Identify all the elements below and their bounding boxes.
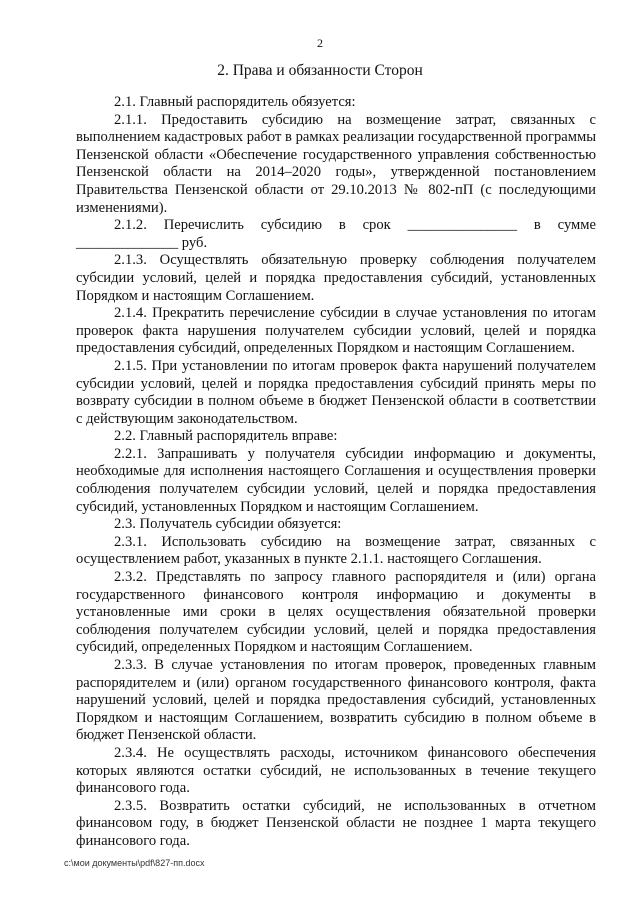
paragraph-2-3-2: 2.3.2. Представлять по запросу главного распорядителя и (или) органа государственного финансового контроля информацию и документы в установленные ими сроки в целях осуществления обязательной проверки соблюдения получателем субсидии условий, целей и порядка предоставления субсидий, определенных Порядком и настоящим Соглашением. <box>76 569 596 656</box>
paragraph-2-1-4: 2.1.4. Прекратить перечисление субсидии в случае установления по итогам проверок факта нарушения получателем субсидии условий, целей и порядка предоставления субсидий, определенных Порядком и настоящим Соглашением. <box>76 305 596 357</box>
paragraph-2-3-3: 2.3.3. В случае установления по итогам проверок, проведенных главным распорядителем и (или) органом государственного финансового контроля, факта нарушений условий, целей и порядка предоставления субсидий, установленных Порядком и настоящим Соглашением, возвратить субсидию в полном объеме в бюджет Пензенской области. <box>76 657 596 744</box>
paragraph-2-2: 2.2. Главный распорядитель вправе: <box>114 428 338 445</box>
paragraph-2-1-5: 2.1.5. При установлении по итогам проверок факта нарушений получателем субсидии условий, целей и порядка предоставления субсидий принять меры по возврату субсидии в полном объеме в бюджет Пензенской области в соответствии с действующим законодательством. <box>76 357 596 427</box>
paragraph-2-3-1: 2.3.1. Использовать субсидию на возмещение затрат, связанных с осуществлением работ, указанных в пункте 2.1.1. настоящего Соглашения. <box>76 533 596 568</box>
paragraph-2-1-1: 2.1.1. Предоставить субсидию на возмещение затрат, связанных с выполнением кадастровых работ в рамках реализации государственной программы Пензенской области «Обеспечение государственного управления собственностью Пензенской области на 2014–2020 годы», утвержденной постановлением Правительства Пензенской области от 29.10.2013 № 802-пП (с последующими изменениями). <box>76 111 596 216</box>
paragraph-2-1-3: 2.1.3. Осуществлять обязательную проверку соблюдения получателем субсидии условий, целей и порядка предоставления субсидий, установленных Порядком и настоящим Соглашением. <box>76 252 596 304</box>
paragraph-2-1-2: 2.1.2. Перечислить субсидию в срок _______________ в сумме ______________ руб. <box>76 217 596 251</box>
section-title: 2. Права и обязанности Сторон <box>217 62 423 79</box>
paragraph-2-1: 2.1. Главный распорядитель обязуется: <box>114 94 356 110</box>
paragraph-2-3: 2.3. Получатель субсидии обязуется: <box>114 516 342 533</box>
paragraph-2-3-4: 2.3.4. Не осуществлять расходы, источником финансового обеспечения которых являются остатки субсидий, не использованных в течение текущего финансового года. <box>76 744 596 797</box>
document-body <box>76 94 596 851</box>
footer-file-path: c:\мои документы\pdf\827-пп.docx <box>64 858 205 868</box>
page-number: 2 <box>317 36 323 50</box>
paragraph-2-3-5: 2.3.5. Возвратить остатки субсидий, не использованных в отчетном финансовом году, в бюджет Пензенской области не позднее 1 марта текущего финансового года. <box>76 797 596 849</box>
paragraph-2-2-1: 2.2.1. Запрашивать у получателя субсидии информацию и документы, необходимые для исполнения настоящего Соглашения и осуществления проверки соблюдения получателем субсидии условий, целей и порядка предоставления субсидий, установленных Порядком и настоящим Соглашением. <box>76 445 596 515</box>
